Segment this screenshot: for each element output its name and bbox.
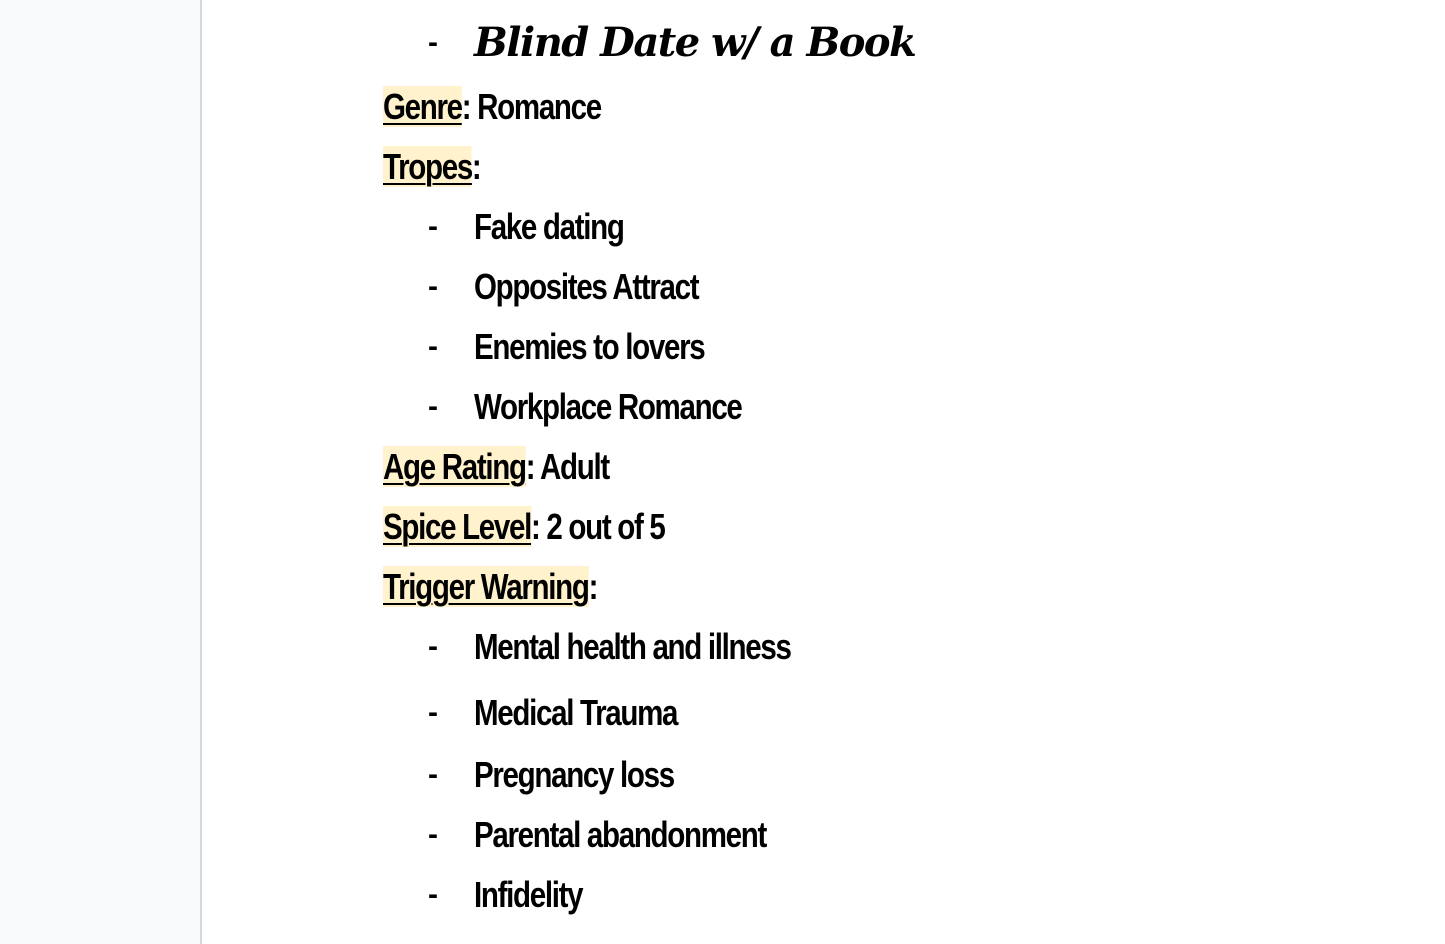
book-title: Blind Date w/ a Book — [474, 19, 916, 66]
trigger-text: Medical Trauma — [474, 692, 678, 733]
age-rating-value: : Adult — [525, 446, 609, 487]
trigger-text: Mental health and illness — [474, 626, 791, 667]
bullet-dash: - — [428, 26, 438, 59]
spice-level-line — [383, 498, 665, 556]
bullet-dash: - — [428, 818, 438, 851]
bullet-dash: - — [428, 330, 438, 363]
spice-level-value: : 2 out of 5 — [531, 506, 665, 547]
trigger-text: Infidelity — [474, 874, 583, 915]
genre-label: Genre — [383, 86, 462, 127]
bullet-dash: - — [428, 210, 438, 243]
document-page[interactable] — [202, 0, 1445, 944]
tropes-label: Tropes — [383, 146, 472, 187]
trigger-warning-line — [383, 558, 597, 616]
tropes-colon: : — [471, 146, 481, 187]
trigger-warning-label: Trigger Warning — [383, 566, 589, 607]
trope-text: Fake dating — [474, 206, 624, 247]
spice-level-label: Spice Level — [383, 506, 532, 547]
tropes-line — [383, 138, 480, 196]
bullet-dash: - — [428, 630, 438, 663]
bullet-dash: - — [428, 878, 438, 911]
genre-value: : Romance — [461, 86, 601, 127]
trope-text: Opposites Attract — [474, 266, 699, 307]
bullet-dash: - — [428, 696, 438, 729]
bullet-dash: - — [428, 270, 438, 303]
age-rating-label: Age Rating — [383, 446, 526, 487]
genre-line — [383, 78, 601, 136]
trigger-warning-colon: : — [588, 566, 598, 607]
trope-text: Workplace Romance — [474, 386, 742, 427]
age-rating-line — [383, 438, 609, 496]
bullet-dash: - — [428, 390, 438, 423]
bullet-dash: - — [428, 758, 438, 791]
trigger-text: Parental abandonment — [474, 814, 766, 855]
trope-text: Enemies to lovers — [474, 326, 705, 367]
trigger-text: Pregnancy loss — [474, 754, 674, 795]
left-page-margin — [0, 0, 202, 944]
